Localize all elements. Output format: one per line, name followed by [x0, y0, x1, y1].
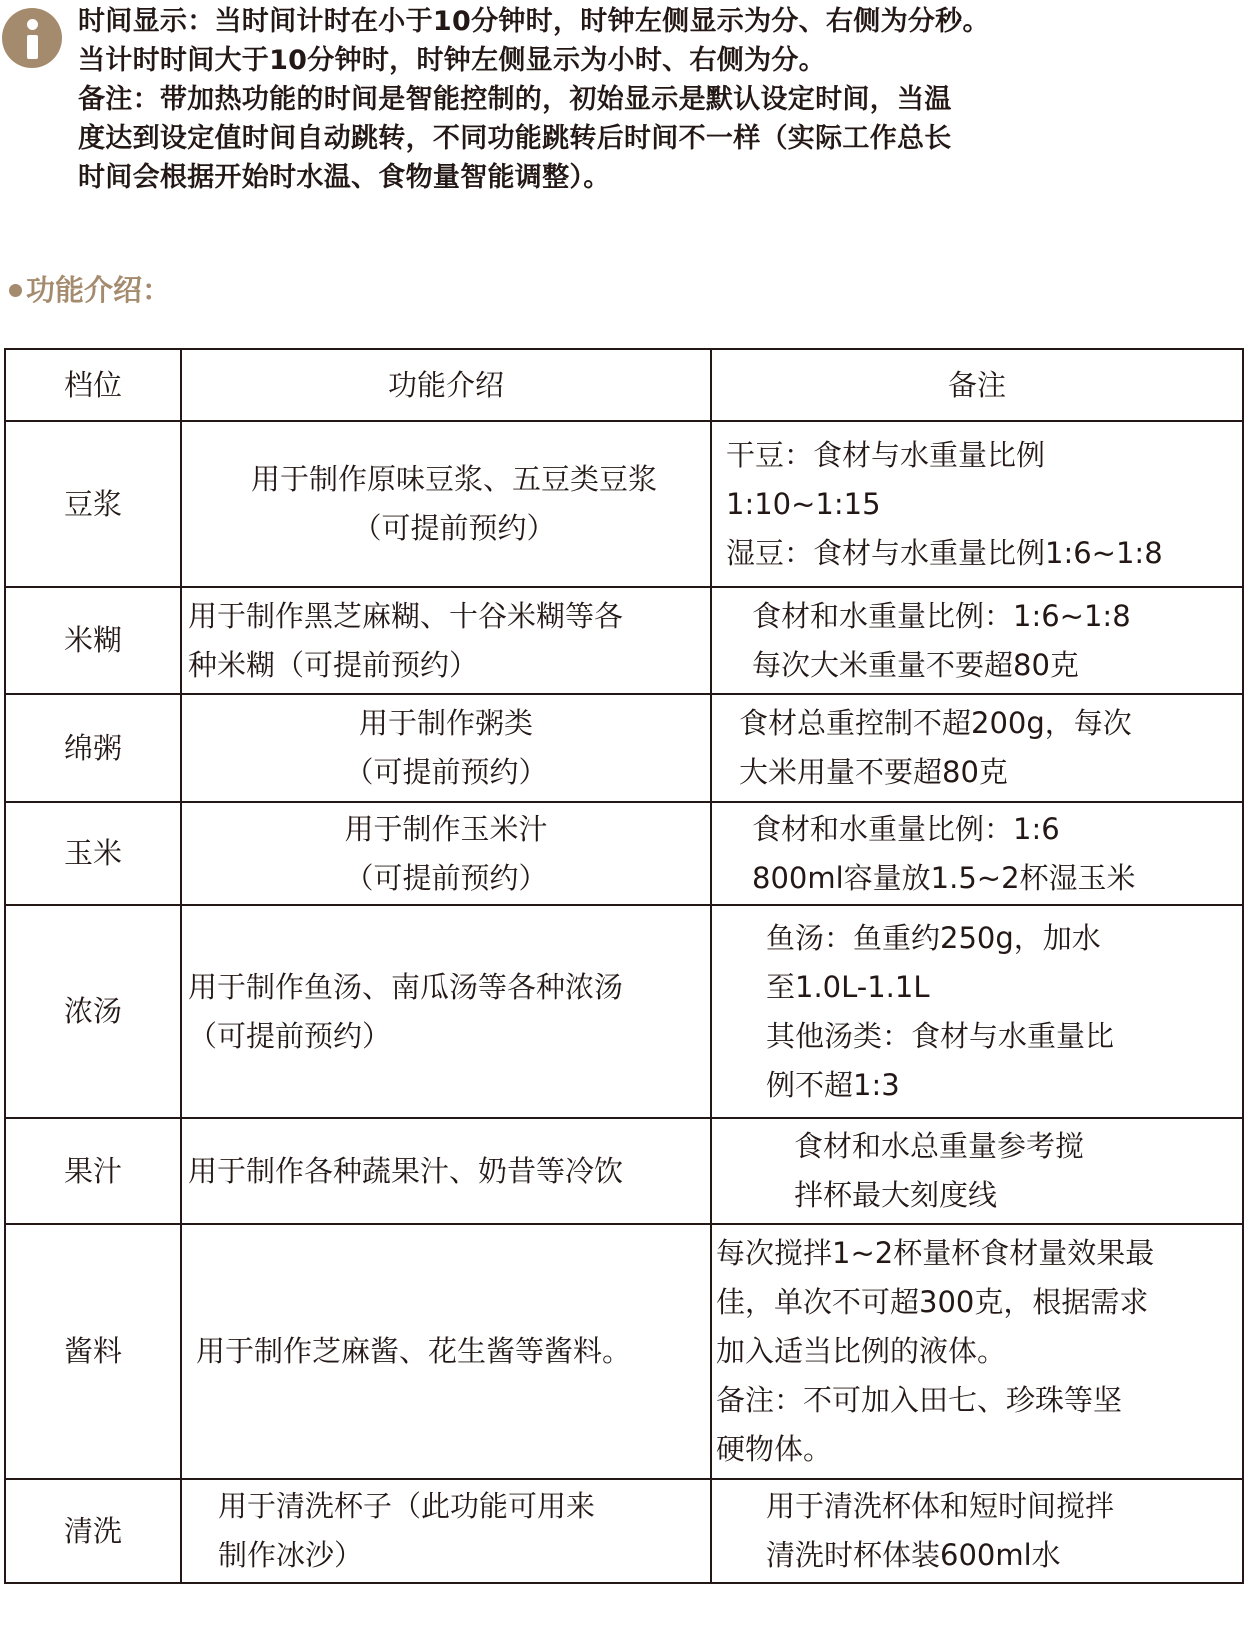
- table-row: [5, 1224, 1243, 1479]
- table-header-row: [5, 349, 1243, 421]
- header-mode: 档位: [5, 349, 181, 421]
- table-row: [5, 802, 1243, 905]
- function-line: （可提前预约）: [344, 860, 548, 895]
- function-line: 制作冰沙）: [218, 1538, 364, 1572]
- cell-mode: 酱料: [5, 1224, 181, 1479]
- cell-note: [711, 694, 1243, 802]
- cell-function: [181, 1479, 711, 1583]
- table-row: [5, 1118, 1243, 1224]
- note-line: 鱼汤：鱼重约250g，加水: [766, 920, 1101, 955]
- cell-note: [711, 802, 1243, 905]
- section-title: 功能介绍：: [26, 273, 172, 307]
- function-line: 用于清洗杯子（此功能可用来: [218, 1489, 596, 1523]
- header-function: 功能介绍: [181, 349, 711, 421]
- function-line: 用于制作粥类: [358, 706, 533, 740]
- cell-note: [711, 421, 1243, 587]
- note-line: 食材和水重量比例：1:6~1:8: [752, 598, 1131, 633]
- header-note: 备注: [711, 349, 1243, 421]
- function-line: 用于制作各种蔬果汁、奶昔等冷饮: [188, 1153, 624, 1188]
- note-line: 清洗时杯体装600ml水: [766, 1538, 1061, 1572]
- section-heading: [9, 270, 171, 310]
- note-line: 其他汤类：食材与水重量比: [766, 1018, 1115, 1053]
- note-line: 食材和水重量比例：1:6: [752, 811, 1060, 846]
- function-line: （可提前预约）: [344, 755, 548, 789]
- cell-note: [711, 1224, 1243, 1479]
- cell-note: [711, 1479, 1243, 1583]
- function-line: （可提前预约）: [352, 511, 556, 545]
- table-row: [5, 905, 1243, 1118]
- table-row: [5, 694, 1243, 802]
- function-line: 用于制作玉米汁: [344, 811, 548, 846]
- note-line: 备注：不可加入田七、珍珠等坚: [716, 1383, 1123, 1417]
- cell-note: [711, 587, 1243, 694]
- cell-mode: 清洗: [5, 1479, 181, 1583]
- cell-mode: 浓汤: [5, 905, 181, 1118]
- note-line: 佳，单次不可超300克，根据需求: [716, 1285, 1149, 1319]
- function-line: 种米糊（可提前预约）: [188, 647, 479, 682]
- note-line: 拌杯最大刻度线: [794, 1178, 998, 1212]
- info-line: 备注：带加热功能的时间是智能控制的，初始显示是默认设定时间，当温: [78, 84, 952, 115]
- note-line: 干豆：食材与水重量比例: [726, 437, 1046, 472]
- note-line: 大米用量不要超80克: [739, 755, 1008, 789]
- function-line: 用于制作黑芝麻糊、十谷米糊等各: [188, 598, 624, 633]
- note-line: 加入适当比例的液体。: [716, 1334, 1007, 1368]
- note-line: 至1.0L-1.1L: [766, 969, 930, 1004]
- info-icon-dot: [27, 19, 38, 30]
- note-line: 每次大米重量不要超80克: [752, 647, 1079, 682]
- cell-function: [181, 905, 711, 1118]
- table-row: [5, 1479, 1243, 1583]
- note-line: 湿豆：食材与水重量比例1:6~1:8: [726, 535, 1163, 570]
- cell-mode: 豆浆: [5, 421, 181, 587]
- function-line: 用于制作芝麻酱、花生酱等酱料。: [196, 1334, 632, 1368]
- info-text-block: [78, 2, 1238, 197]
- note-line: 例不超1:3: [766, 1067, 900, 1102]
- info-line: 当计时时间大于10分钟时，时钟左侧显示为小时、右侧为分。: [78, 45, 826, 76]
- cell-mode: 玉米: [5, 802, 181, 905]
- table-row: [5, 587, 1243, 694]
- info-icon: [2, 8, 62, 68]
- note-line: 用于清洗杯体和短时间搅拌: [766, 1489, 1115, 1523]
- note-line: 硬物体。: [716, 1432, 833, 1466]
- info-line: 时间会根据开始时水温、食物量智能调整）。: [78, 162, 611, 193]
- cell-mode: 果汁: [5, 1118, 181, 1224]
- cell-function: [181, 1224, 711, 1479]
- table-row: [5, 421, 1243, 587]
- bullet-icon: [9, 284, 22, 297]
- function-table: [4, 348, 1244, 1584]
- function-line: 用于制作原味豆浆、五豆类豆浆: [250, 462, 657, 496]
- cell-function: [181, 421, 711, 587]
- cell-note: [711, 1118, 1243, 1224]
- table-body: [5, 421, 1243, 1583]
- note-line: 每次搅拌1~2杯量杯食材量效果最: [716, 1236, 1155, 1270]
- info-line: 时间显示：当时间计时在小于10分钟时，时钟左侧显示为分、右侧为分秒。: [78, 6, 990, 37]
- info-icon-stem: [27, 35, 38, 59]
- cell-function: [181, 694, 711, 802]
- note-line: 食材和水总重量参考搅: [794, 1129, 1085, 1163]
- cell-function: [181, 802, 711, 905]
- note-line: 食材总重控制不超200g，每次: [739, 706, 1132, 740]
- cell-mode: 绵粥: [5, 694, 181, 802]
- function-line: 用于制作鱼汤、南瓜汤等各种浓汤: [188, 969, 624, 1004]
- note-line: 800ml容量放1.5~2杯湿玉米: [752, 860, 1136, 895]
- function-line: （可提前预约）: [188, 1018, 392, 1053]
- info-line: 度达到设定值时间自动跳转，不同功能跳转后时间不一样（实际工作总长: [78, 123, 952, 154]
- cell-function: [181, 587, 711, 694]
- cell-function: [181, 1118, 711, 1224]
- cell-note: [711, 905, 1243, 1118]
- note-line: 1:10~1:15: [726, 486, 881, 521]
- cell-mode: 米糊: [5, 587, 181, 694]
